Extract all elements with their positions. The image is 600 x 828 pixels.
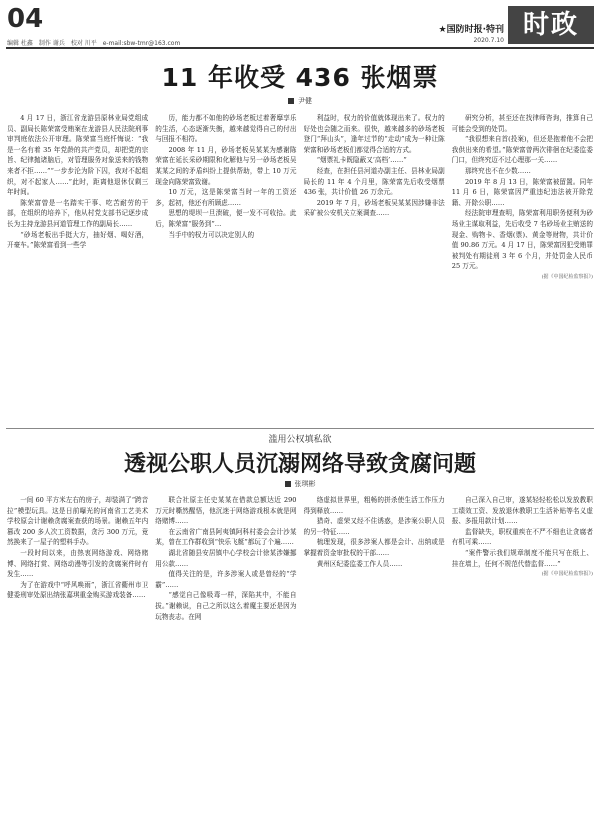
paragraph: 联合社原主任史某某在借款总额达近 290 万元时嘶然醒悟，他沉迷于网络游戏根本就是网络赌博……: [155, 496, 297, 526]
article1-body: [7, 113, 593, 423]
paragraph: 当手中的权力可以决定别人的: [168, 230, 255, 239]
paragraph: 历，能力都不如他的砂场老板过着奢靡享乐的生活，心态逐渐失衡，越来越觉得自己的付出与回报不相符。: [155, 114, 297, 144]
article1-col: [304, 113, 445, 423]
article1-author-name: 尹健: [298, 97, 312, 105]
header-rule: [6, 47, 594, 49]
article2-kicker: 滥用公权填私欲: [268, 435, 332, 445]
paragraph: “感觉自己像吸毒一样，深陷其中，不能自拔。”谢赖说，自己之所以这么着魔主要还是因为玩物丧志。在网: [155, 591, 297, 621]
article1-col: [452, 113, 593, 423]
paragraph: 思想的堤坝一旦溃破，便一发不可收拾。此后，陈荣富“服务到”…: [155, 209, 297, 228]
article1-author: [0, 96, 600, 106]
paragraph: 为了在游戏中“呼风唤雨”，浙江省衢州市卫健委刑审处原出纳张嘉琪重金购买游戏装备……: [7, 580, 149, 600]
paragraph: “砂场老板出手挺大方，抽好烟、喝好酒，开豪车。”陈荣富看到一些学: [7, 230, 149, 250]
article-divider: [6, 428, 594, 429]
article2-title: 透视公职人员沉溺网络导致贪腐问题: [123, 452, 476, 477]
article2-author: [0, 479, 600, 489]
paragraph: 络虚拟世界里，粗畅的拼杀使生活工作压力得到释放……: [303, 496, 445, 515]
paragraph: 一间 60 平方米左右的房子，却装满了“跨音拉”模型玩具。这是日前曝光的河南省工艺美术学校原会计谢赖贪腐案查获的场景。谢赖五年内篡改 200 多人次工资数据，贪污 300 万元，竟然换来了一屋子的塑料手办。: [7, 496, 149, 547]
article2-col: [452, 495, 593, 825]
article1-title: 11 年收受 436 张烟票: [161, 63, 439, 92]
paper-section: ★国防时报·特刊: [438, 25, 504, 35]
issue-date: 2020.7.10: [473, 37, 504, 44]
section-badge: 时政: [508, 6, 594, 44]
paragraph: 那终究也不在少数……: [464, 166, 531, 175]
paragraph: 4 月 17 日，浙江省龙游县原林业局党组成员、副局长陈荣富受贿案在龙游县人民法院刑事审判庭依法公开审理。陈荣富当庭忏悔说：“我是一名有着 35 年党龄的共产党员，却把党的宗旨、纪律抛诸脑后，对管理服务对象送来的钱物来者不拒……”“一步步沦为阶下囚，我对不起组织，对不起家人……”此时，距离他退休仅剩三年时间。: [7, 114, 149, 197]
paragraph: 猎奇、虚荣又经不住诱惑，是涉案公职人员的另一特征……: [303, 517, 445, 536]
paragraph: 2019 年 8 月 13 日，陈荣富被留置。同年 11 月 6 日，陈荣富因严重违纪违法被开除党籍、开除公职……: [451, 177, 593, 207]
paragraph: 值得关注的是，许多涉案人或是曾经的“学霸”……: [155, 570, 297, 589]
article2-body: [7, 495, 593, 825]
paragraph: 2019 年 7 月，砂场老板吴某某因涉嫌非法采矿被公安机关立案调查……: [303, 198, 445, 218]
paragraph: “我很想来自首(投案)，但还是抱着他不会把我供出来的希望。”陈荣富曾两次徘徊在纪委监委门口，但终究迈不过心理那一关……: [451, 135, 593, 165]
article2-col: [304, 495, 445, 825]
article2-author-name: 张琪彬: [294, 480, 316, 488]
paragraph: 研究分析，甚至还在找律师咨询，推算自己可能会受到的处罚。: [451, 114, 593, 133]
paragraph: 一段时间以来，由热衷网络游戏、网络赌博、网络打赏、网络动漫等引发的贪腐案件时有发生……: [7, 548, 149, 579]
page-number: 04: [7, 4, 44, 34]
paragraph: (据《中国纪检监察报》): [541, 571, 593, 578]
article2-col: [7, 495, 148, 825]
paragraph: 自己深入自己审，遂某轻轻松松以发放教职工绩效工资、发放退休教职工生活补贴等名义虚报、多报用款计划……: [451, 496, 593, 526]
paragraph: “案件警示我们规章制度不能只写在纸上、挂在墙上，任何不规范代替监督……”: [451, 548, 593, 568]
paragraph: 湖北省随县安居镇中心学校会计徐某涉嫌挪用公款……: [155, 548, 297, 568]
article1-col: [155, 113, 296, 423]
staff-line: 编辑 杜鑫 制作 谢兵 校对 川平 e-mail:sbw-tmr@163.com: [7, 40, 181, 47]
paragraph: 10 万元，这是陈荣富当时一年的工资还多，起初，他还有所顾虑……: [155, 188, 297, 207]
paragraph: 黄州区纪委监委工作人员……: [316, 559, 403, 568]
article1-col: [7, 113, 148, 423]
paragraph: 利益时，权力的价值就体现出来了。权力的好处也会随之而来。很快，越来越多的砂场老板登门“拜山头”，逢年过节的“走动”成为一种让陈荣富和砂场老板们都觉得合适的方式。: [303, 114, 445, 154]
paragraph: 监督缺失，职权重疾在不严不细也让贪腐者有机可乘……: [451, 527, 593, 547]
paragraph: 2008 年 11 月，砂场老板吴某某为感谢陈荣富在延长采砂期限和化解他与另一砂场老板吴某某之间的矛盾纠纷上提供帮助，带上 10 万元现金向陈荣富致谢。: [155, 145, 297, 186]
paragraph: (据《中国纪检监察报》): [541, 273, 593, 280]
article2-col: [155, 495, 296, 825]
paragraph: 梳理发现，很多涉案人都是会计、出纳或是掌握着资金审批权的干部……: [303, 538, 445, 557]
paragraph: 在云南省广南县阿夷镇阿科村委会会计沙某某，曾在工作群收到“快乐飞艇”都玩了个遍……: [155, 527, 297, 547]
paragraph: 经法院审理查明，陈荣富利用职务便利为砂场业主谋取利益，先后收受 7 名砂场业主贿送的现金、购物卡、香烟(票)、黄金等财物，共计价值 90.86 万元。4 月 17 日，陈荣富因犯受贿罪被判处有期徒刑 3 年 6 个月，并处罚金人民币 25 万元。: [451, 209, 593, 271]
paragraph: 陈荣富曾是一名踏实干事、吃苦耐劳的干部，在组织的培养下，他从村党支部书记逐步成长为主持龙游县河道管理工作的副局长……: [7, 198, 149, 228]
paragraph: 经查，在担任县河道办副主任、县林业局副局长的 11 年 4 个月里，陈荣富先后收受烟票 436 张，共计价值 26 万余元。: [303, 166, 445, 197]
paragraph: “烟票礼卡既隐蔽又‘高档’……”: [316, 156, 407, 165]
